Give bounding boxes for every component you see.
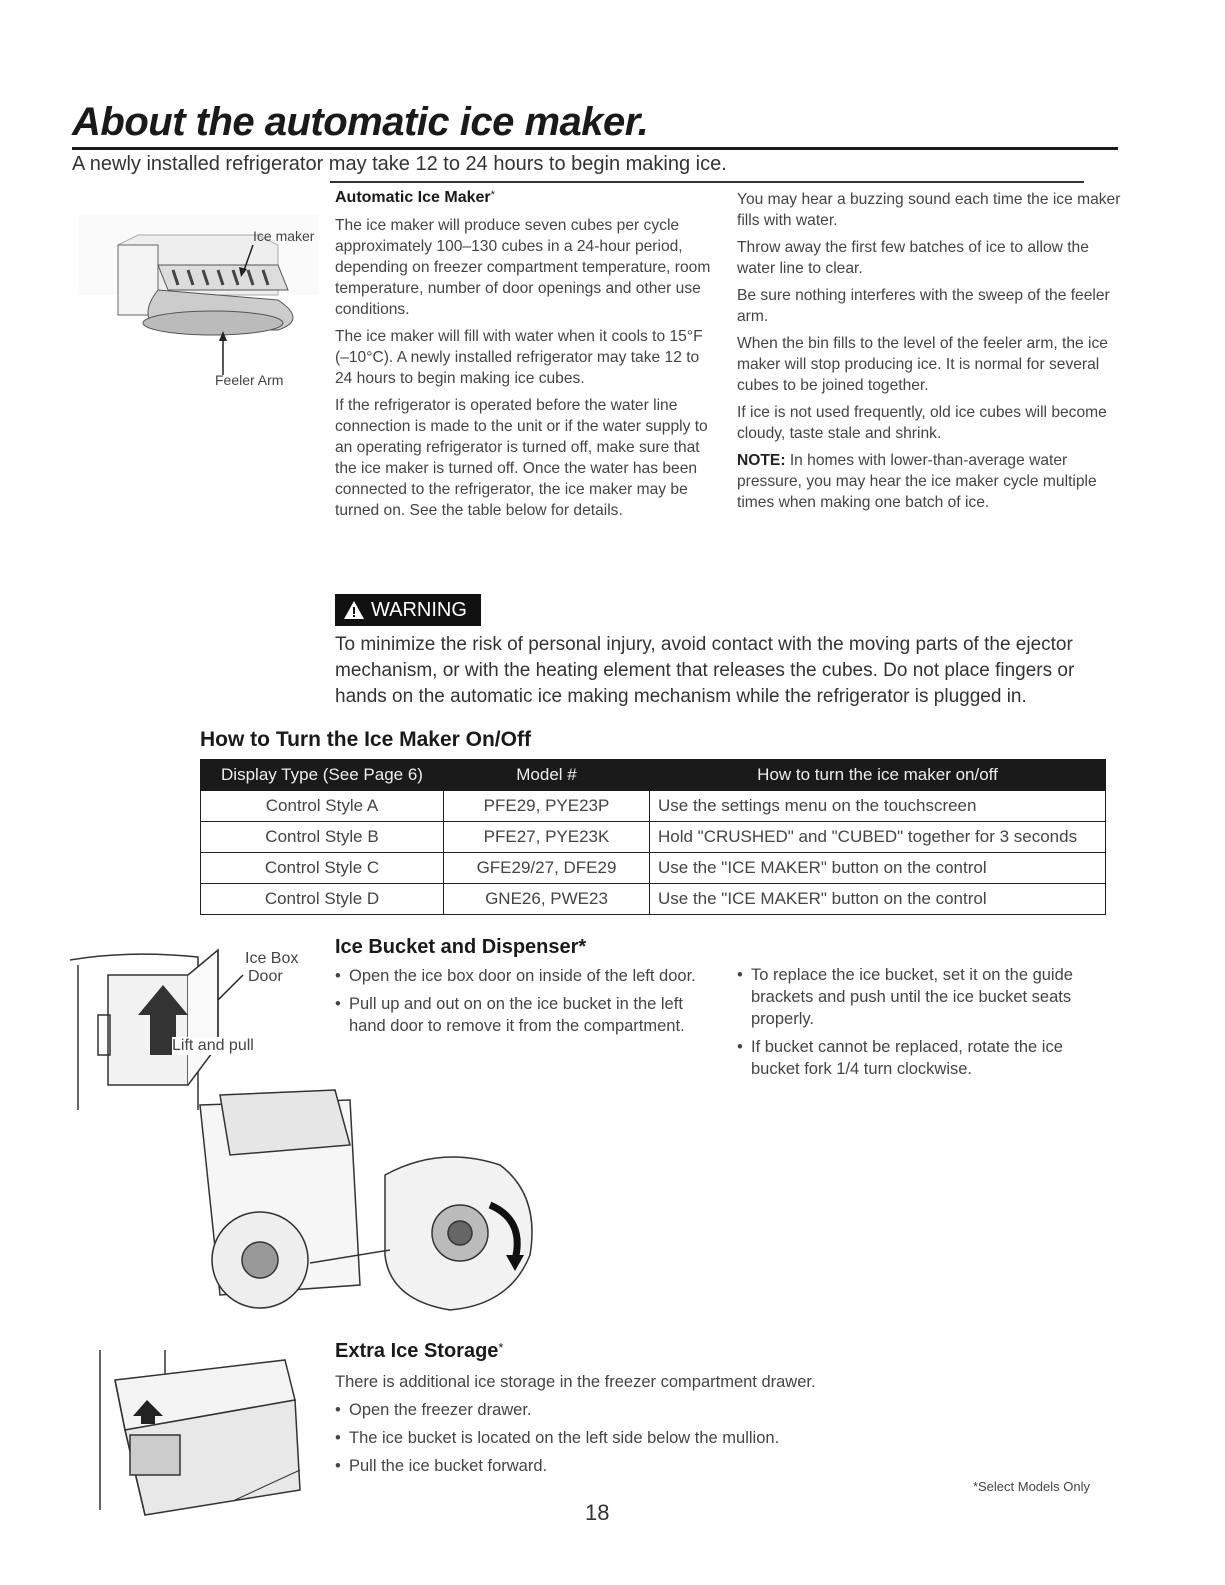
table-row [201, 791, 1106, 822]
paragraph: If ice is not used frequently, old ice cubes will become cloudy, taste stale and shrink. [737, 404, 1107, 442]
asterisk: * [498, 1340, 504, 1355]
note-label: NOTE: [737, 452, 786, 469]
freezer-drawer-illustration [85, 1340, 310, 1520]
paragraph: Be sure nothing interferes with the sweep of the feeler arm. [737, 287, 1110, 325]
footnote: *Select Models Only [972, 1479, 1090, 1494]
heading-text: Extra Ice Storage [335, 1340, 499, 1362]
column-header: How to turn the ice maker on/off [650, 760, 1106, 791]
warning-badge [335, 594, 481, 626]
extra-storage-bullets [335, 1399, 1035, 1477]
list-item: • To replace the ice bucket, set it on the guide brackets and push until the ice bucket seats properly. [737, 964, 1097, 1030]
table-cell: PFE29, PYE23P [444, 791, 650, 822]
ice-box-label: Ice Box [245, 950, 299, 967]
ice-bucket-fork-illustration [160, 1085, 560, 1325]
ice-bucket-bullets-left [335, 965, 715, 1037]
automatic-ice-maker-column-left [335, 189, 715, 527]
table-row [201, 822, 1106, 853]
table-cell: GNE26, PWE23 [444, 884, 650, 915]
list-item: • Open the freezer drawer. [335, 1399, 1035, 1421]
table-cell: Use the "ICE MAKER" button on the control [650, 853, 1106, 884]
automatic-ice-maker-paragraphs [335, 215, 715, 521]
table-cell: Control Style A [201, 791, 444, 822]
paragraph: The ice maker will fill with water when it cools to 15°F (–10°C). A newly installed refrigerator may take 12 to 24 hours to begin making ice cubes. [335, 328, 703, 387]
table-cell: GFE29/27, DFE29 [444, 853, 650, 884]
note-text: In homes with lower-than-average water pressure, you may hear the ice maker cycle multiple times when making one batch of ice. [737, 452, 1097, 511]
lift-pull-label: Lift and pull [172, 1037, 254, 1054]
list-item: • If bucket cannot be replaced, rotate the ice bucket fork 1/4 turn clockwise. [737, 1036, 1097, 1080]
warning-triangle-icon [343, 600, 365, 620]
list-item: • Pull up and out on on the ice bucket in the left hand door to remove it from the compartment. [335, 993, 715, 1037]
list-item: • The ice bucket is located on the left side below the mullion. [335, 1427, 1035, 1449]
feeler-arm-label: Feeler Arm [215, 372, 284, 388]
note-paragraph [737, 450, 1122, 513]
automatic-ice-maker-column-right [737, 189, 1122, 519]
table-cell: Control Style C [201, 853, 444, 884]
column-header: Model # [444, 760, 650, 791]
subtitle-rule [330, 181, 1084, 183]
table-row [201, 884, 1106, 915]
column-header: Display Type (See Page 6) [201, 760, 444, 791]
table-cell: Use the "ICE MAKER" button on the control [650, 884, 1106, 915]
extra-storage-section [335, 1340, 1035, 1483]
door-label: Door [248, 968, 283, 985]
heading-text: Automatic Ice Maker [335, 189, 491, 206]
page-number: 18 [585, 1500, 610, 1525]
asterisk: * [490, 189, 495, 201]
table-cell: Use the settings menu on the touchscreen [650, 791, 1106, 822]
table-row [201, 853, 1106, 884]
list-item: • Open the ice box door on inside of the left door. [335, 965, 715, 987]
ice-bucket-heading: Ice Bucket and Dispenser* [335, 936, 587, 958]
ice-bucket-column-left [335, 936, 715, 1043]
onoff-table-title: How to Turn the Ice Maker On/Off [200, 728, 531, 751]
ice-maker-label: Ice maker [253, 228, 315, 244]
extra-storage-intro: There is additional ice storage in the freezer compartment drawer. [335, 1373, 816, 1391]
extra-storage-heading [335, 1340, 1035, 1363]
paragraph: If the refrigerator is operated before the water line connection is made to the unit or if the water supply to an operating refrigerator is turned off, make sure that the ice maker is turned off. Once the water has been connected to the refrigerator, the ice maker may be turned on. See the table below for details. [335, 397, 708, 519]
ice-bucket-bullets-right [737, 964, 1097, 1080]
table-cell: PFE27, PYE23K [444, 822, 650, 853]
paragraph: Throw away the first few batches of ice to allow the water line to clear. [737, 239, 1089, 277]
paragraph: When the bin fills to the level of the feeler arm, the ice maker will stop producing ice. It is normal for several cubes to be joined together. [737, 335, 1108, 394]
paragraph: You may hear a buzzing sound each time the ice maker fills with water. [737, 191, 1121, 229]
table-header-row [201, 760, 1106, 791]
list-item: • Pull the ice bucket forward. [335, 1455, 1035, 1477]
page-subtitle: A newly installed refrigerator may take 12 to 24 hours to begin making ice. [72, 153, 727, 175]
warning-text: To minimize the risk of personal injury, avoid contact with the moving parts of the ejector mechanism, or with the heating element that releases the cubes. Do not place fingers or hands on the automatic ice making mechanism while the refrigerator is plugged in. [335, 634, 1075, 707]
automatic-ice-maker-heading [335, 189, 715, 207]
table-cell: Hold "CRUSHED" and "CUBED" together for 3 seconds [650, 822, 1106, 853]
table-cell: Control Style B [201, 822, 444, 853]
title-rule [72, 147, 1118, 150]
page-title: About the automatic ice maker. [72, 100, 649, 144]
table-cell: Control Style D [201, 884, 444, 915]
warning-label: WARNING [371, 598, 467, 621]
ice-bucket-column-right [737, 964, 1097, 1086]
onoff-table [200, 759, 1106, 915]
paragraph: The ice maker will produce seven cubes per cycle approximately 100–130 cubes in a 24-hour period, depending on freezer compartment temperature, room temperature, number of door openings and other use conditions. [335, 217, 711, 318]
